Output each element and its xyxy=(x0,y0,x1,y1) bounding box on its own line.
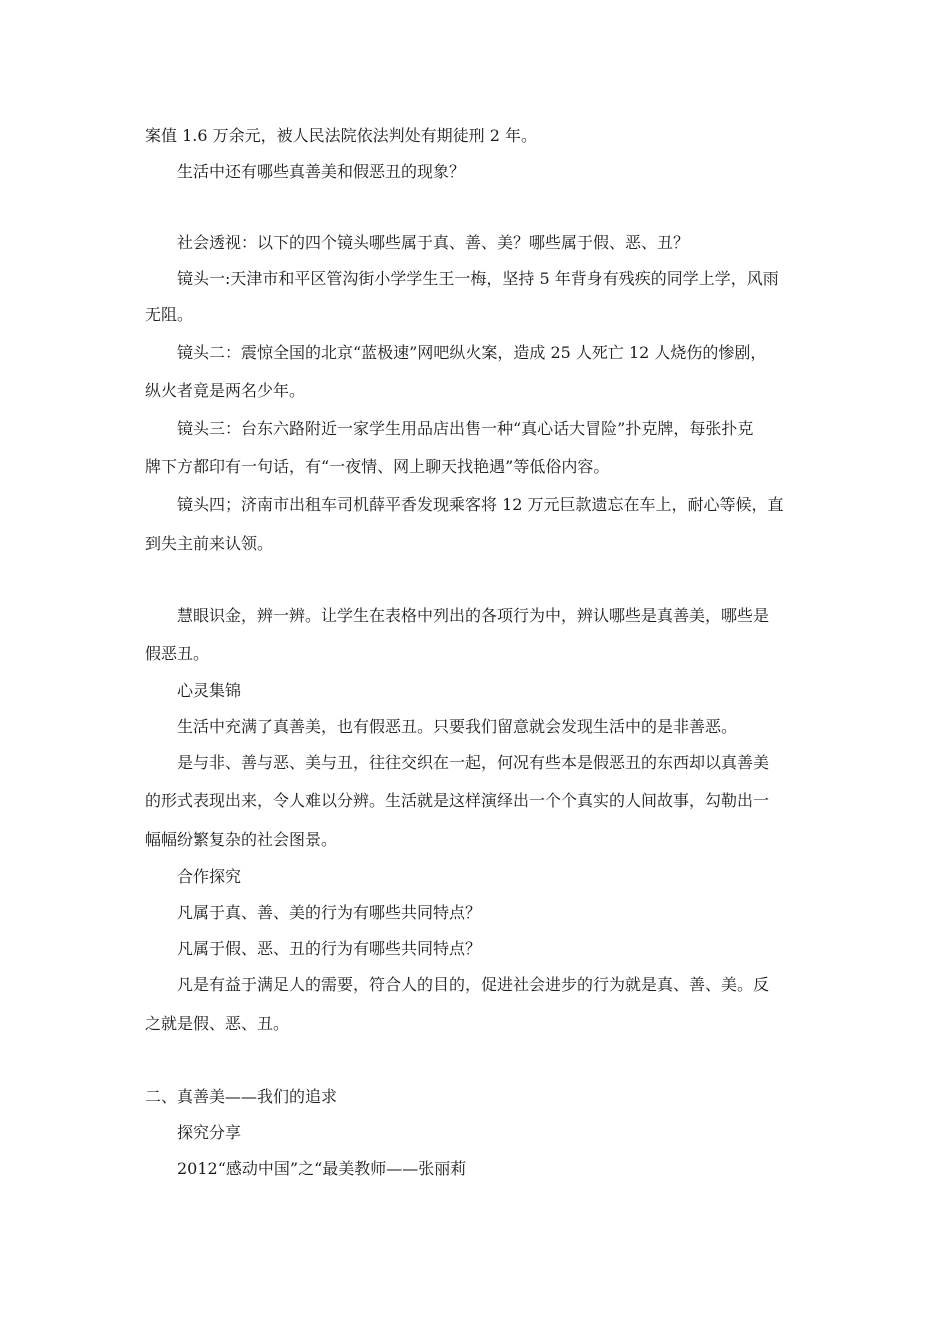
paragraph-line: 牌下方都印有一句话，有“一夜情、网上聊天找艳遇”等低俗内容。 xyxy=(145,457,610,476)
paragraph-line: 凡属于真、善、美的行为有哪些共同特点？ xyxy=(177,903,482,922)
section-heading: 探究分享 xyxy=(177,1123,242,1142)
paragraph-line: 生活中充满了真善美，也有假恶丑。只要我们留意就会发现生活中的是非善恶。 xyxy=(177,717,738,736)
paragraph-line: 到失主前来认领。 xyxy=(145,534,274,553)
paragraph-line: 纵火者竟是两名少年。 xyxy=(145,381,306,400)
paragraph-line: 无阻。 xyxy=(145,305,194,324)
paragraph-line: 镜头四；济南市出租车司机薛平香发现乘客将 12 万元巨款遗忘在车上，耐心等候，直 xyxy=(177,495,784,514)
section-heading: 心灵集锦 xyxy=(177,681,242,700)
paragraph-line: 是与非、善与恶、美与丑，往往交织在一起，何况有些本是假恶丑的东西却以真善美 xyxy=(177,753,770,772)
paragraph-line: 凡是有益于满足人的需要，符合人的目的，促进社会进步的行为就是真、善、美。反 xyxy=(177,975,770,994)
paragraph-line: 案值 1.6 万余元，被人民法院依法判处有期徒刑 2 年。 xyxy=(145,126,537,145)
paragraph-line: 幅幅纷繁复杂的社会图景。 xyxy=(145,830,338,849)
paragraph-line: 凡属于假、恶、丑的行为有哪些共同特点？ xyxy=(177,939,482,958)
paragraph-line: 镜头二：震惊全国的北京“蓝极速”网吧纵火案，造成 25 人死亡 12 人烧伤的惨剧， xyxy=(177,343,767,362)
paragraph-line: 社会透视：以下的四个镜头哪些属于真、善、美？哪些属于假、恶、丑？ xyxy=(177,233,690,252)
paragraph-line: 假恶丑。 xyxy=(145,644,210,663)
section-heading: 二、真善美——我们的追求 xyxy=(145,1087,338,1106)
section-heading: 合作探究 xyxy=(177,867,242,886)
paragraph-line: 2012“感动中国”之“最美教师——张丽莉 xyxy=(177,1159,467,1178)
paragraph-line: 镜头三：台东六路附近一家学生用品店出售一种“真心话大冒险”扑克牌，每张扑克 xyxy=(177,419,754,438)
paragraph-line: 的形式表现出来，令人难以分辨。生活就是这样演绎出一个个真实的人间故事，勾勒出一 xyxy=(145,791,770,810)
paragraph-line: 之就是假、恶、丑。 xyxy=(145,1014,290,1033)
paragraph-line: 镜头一:天津市和平区管沟街小学学生王一梅，坚持 5 年背身有残疾的同学上学，风雨 xyxy=(177,269,779,288)
paragraph-line: 慧眼识金，辨一辨。让学生在表格中列出的各项行为中，辨认哪些是真善美，哪些是 xyxy=(177,606,770,625)
paragraph-line: 生活中还有哪些真善美和假恶丑的现象？ xyxy=(177,162,466,181)
